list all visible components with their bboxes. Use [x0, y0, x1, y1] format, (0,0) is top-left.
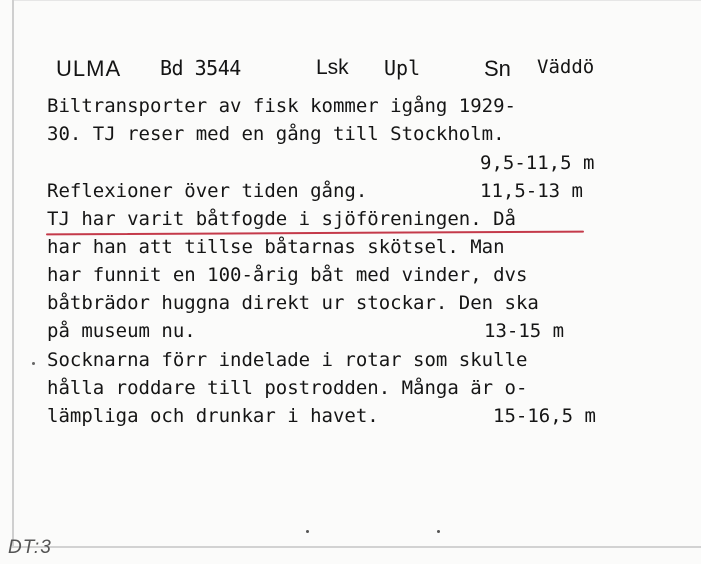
card-edge-left [12, 0, 14, 548]
margin-mark [32, 362, 35, 365]
archive-stamp: DT:3 [8, 537, 52, 558]
area-value: Upl [384, 56, 421, 80]
timestamp: 15-16,5 m [493, 405, 596, 427]
text-line: Biltransporter av fisk kommer igång 1929- [47, 95, 516, 117]
red-underline [46, 231, 584, 236]
text-line: båtbrädor huggna direkt ur stockar. Den ska [47, 292, 539, 314]
text-line: har funnit en 100-årig båt med vinder, dvs [47, 264, 528, 286]
ink-speck [437, 530, 440, 533]
text-line: hålla roddare till postrodden. Många är o- [47, 377, 528, 399]
text-line: har han att tillse båtarnas skötsel. Man [47, 236, 505, 258]
archive-name: ULMA [56, 56, 122, 81]
area-label: Lsk [316, 56, 349, 79]
text-line: 30. TJ reser med en gång till Stockholm. [47, 123, 505, 145]
timestamp: 13-15 m [484, 320, 565, 342]
timestamp: 9,5-11,5 m [480, 152, 595, 174]
timestamp: 11,5-13 m [480, 180, 583, 202]
parish-value: Väddö [537, 56, 595, 78]
text-line: Socknarna förr indelade i rotar som skulle [47, 349, 528, 371]
parish-label: Sn [484, 56, 511, 81]
card-edge-bottom [12, 546, 701, 548]
text-line: på museum nu. [47, 320, 196, 342]
record-number: Bd 3544 [160, 56, 241, 80]
text-line: Reflexioner över tiden gång. [47, 180, 368, 202]
text-line: lämpliga och drunkar i havet. [47, 405, 379, 427]
text-line: TJ har varit båtfogde i sjöföreningen. Då [47, 208, 516, 230]
ink-speck [306, 530, 309, 533]
card-edge-top [14, 0, 701, 1]
